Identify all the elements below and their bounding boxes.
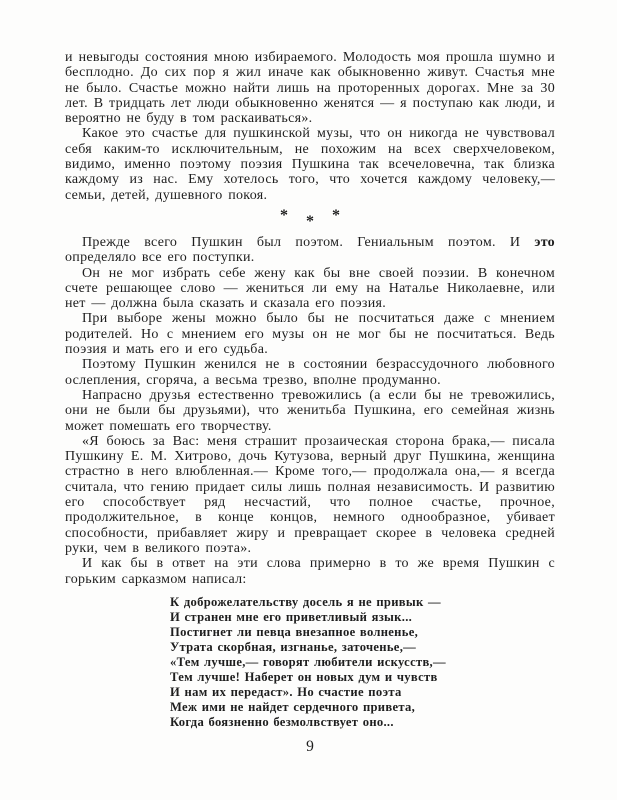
asterisk-icon: * (306, 212, 314, 230)
paragraph-continuation: и невыгоды состояния мною избираемого. Молодость моя прошла шумно и бесплодно. До сих пор я жил иначе как обыкновенно живут. Счастья мне не было. Счастье можно найти лишь на проторенных дорогах. Мне за 30 лет. В тридцать лет люди обыкновенно женятся — я поступаю как люди, и вероятно не буду в том раскаиваться». (65, 50, 555, 127)
poem-line: К доброжелательству досель я не привык — (170, 594, 441, 609)
text-block (65, 50, 555, 754)
paragraph: Поэтому Пушкин женился не в состоянии безрассудочного любовного ослепления, сгоряча, а весьма трезво, вполне продуманно. (65, 357, 555, 388)
poem-line: Утрата скорбная, изгнанье, заточенье,— (170, 639, 417, 654)
asterisk-icon: * (280, 206, 288, 224)
paragraph (65, 235, 555, 266)
bold-word: это (534, 234, 555, 250)
paragraph-text: Прежде всего Пушкин был поэтом. Гениальным поэтом. И (82, 234, 535, 250)
poem-line: Когда боязненно безмолвствует оно... (170, 714, 394, 729)
poem-line: Постигнет ли певца внезапное волненье, (170, 624, 419, 639)
paragraph: И как бы в ответ на эти слова примерно в то же время Пушкин с горьким сарказмом написал: (65, 556, 555, 587)
poem-line: Тем лучше! Наберет он новых дум и чувств (170, 669, 438, 684)
paragraph: При выборе жены можно было бы не посчитаться даже с мнением родителей. Но с мнением его музы он не мог бы не посчитаться. Ведь поэзия и мать его и его судьба. (65, 311, 555, 358)
paragraph: Он не мог избрать себе жену как бы вне своей поэзии. В конечном счете решающее слово — жениться ли ему на Наталье Николаевне, или нет — должна была сказать и сказала его поэзия. (65, 265, 555, 312)
paragraph: Напрасно друзья естественно тревожились (а если бы не тревожились, они не были бы друзьями), что женитьба Пушкина, его семейная жизнь может помешать его творчеству. (65, 387, 555, 434)
paragraph-text: определяло все его поступки. (65, 250, 255, 266)
asterisk-icon: * (332, 206, 340, 224)
page-number: 9 (306, 737, 314, 755)
poem-line: И нам их передаст». Но счастие поэта (170, 684, 402, 699)
poem-block (170, 595, 555, 730)
paragraph: Какое это счастье для пушкинской музы, что он никогда не чувствовал себя каким-то исключительным, не похожим на всех сверхчеловеком, видимо, именно поэтому поэзия Пушкина так всечеловечна, так близка каждому из нас. Ему хотелось того, что хочется каждому человеку,— семьи, детей, душевного покоя. (65, 126, 555, 203)
section-separator (65, 208, 555, 232)
paragraph-quote: «Я боюсь за Вас: меня страшит прозаическая сторона брака,— писала Пушкину Е. М. Хитрово, дочь Кутузова, верный друг Пушкина, женщина страстно в него влюбленная.— Кроме того,— продолжала она,— я всегда считала, что гению придает силы лишь полная независимость. И развитию его способствует ряд несчастий, что полное счастье, прочное, продолжительное, в конце концов, немного однообразное, убивает способности, прибавляет жиру и превращает скорее в человека средней руки, чем в великого поэта». (65, 433, 555, 556)
poem-line: И странен мне его приветливый язык... (170, 609, 413, 624)
poem-line: Меж ими не найдет сердечного привета, (170, 699, 416, 714)
poem-line: «Тем лучше,— говорят любители искусств,— (170, 654, 446, 669)
